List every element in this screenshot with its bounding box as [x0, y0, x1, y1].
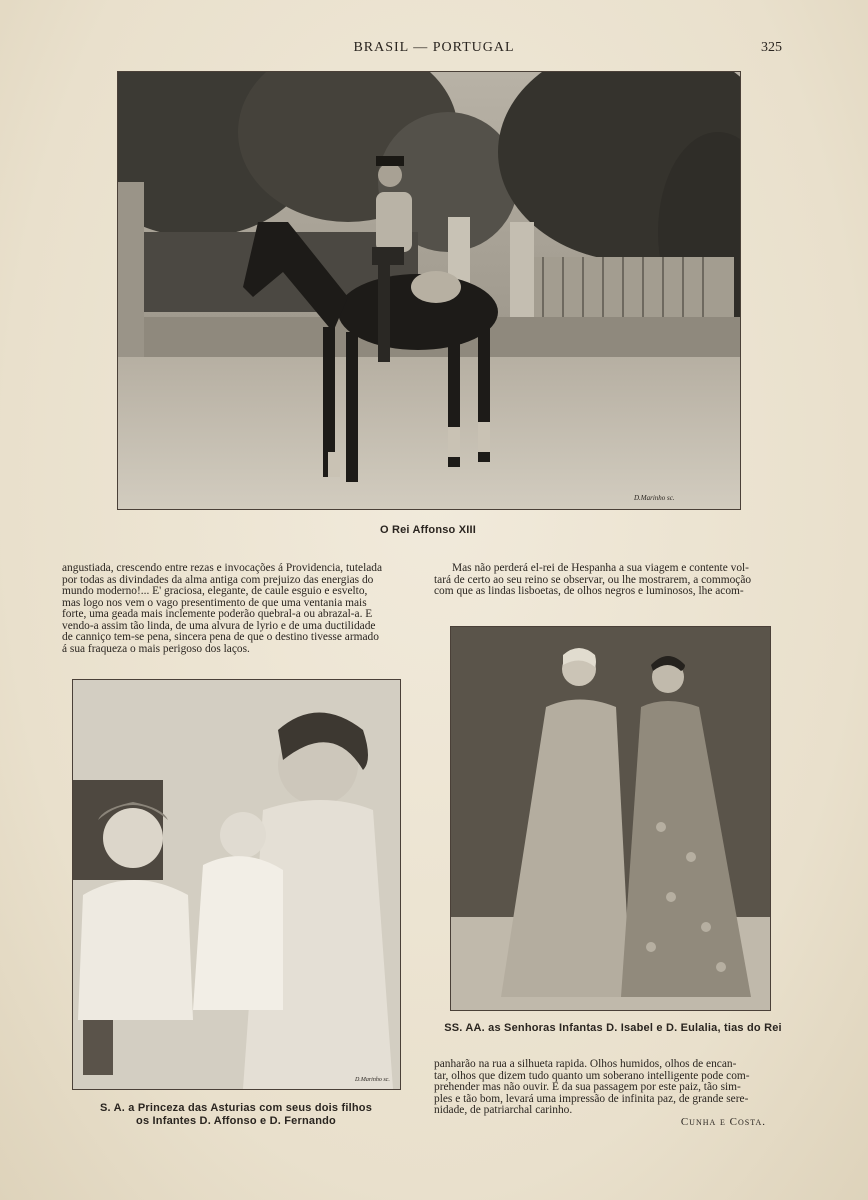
infantas-photo — [450, 626, 771, 1011]
princess-photo-illustration — [73, 680, 400, 1089]
princess-photo-engraver: D.Marinho sc. — [355, 1077, 390, 1083]
article-line: mas logo nos vem o vago presentimento de que uma ventania mais — [62, 596, 367, 609]
king-on-horse-photo — [117, 71, 741, 510]
article-line: á sua fraqueza o mais perigoso dos laços. — [62, 642, 250, 655]
article-line: nidade, de patriarchal carinho. — [434, 1104, 573, 1116]
article-line: ples e tão bom, levará uma impressão de infinita paz, de grande sere- — [434, 1092, 749, 1105]
article-right-column-bottom — [434, 1059, 786, 1117]
article-line: prehender mas não ouvir. E da sua passagem por este paiz, tão sim- — [434, 1081, 741, 1093]
article-left-column — [62, 563, 388, 655]
running-header: BRASIL — PORTUGAL — [353, 40, 515, 55]
article-right-column-top — [434, 563, 786, 598]
article-line: panharão na rua a silhueta rapida. Olhos humidos, olhos de encan- — [434, 1058, 737, 1070]
article-line: de canniço tem-se pena, sincera pena de que o destino tivesse armado — [62, 631, 379, 643]
article-line: angustiada, crescendo entre rezas e invocações á Providencia, tutelada — [62, 562, 383, 574]
infantas-photo-caption: SS. AA. as Senhoras Infantas D. Isabel e D. Eulalia, tias do Rei — [444, 1022, 782, 1034]
princess-asturias-photo — [72, 679, 401, 1090]
princess-caption-line1: S. A. a Princeza das Asturias com seus dois filhos — [99, 1102, 373, 1114]
article-line: Mas não perderá el-rei de Hespanha a sua viagem e contente vol- — [452, 562, 749, 574]
author-signature: Cunha e Costa. — [680, 1116, 766, 1128]
page-number: 325 — [761, 40, 782, 55]
infantas-photo-illustration — [451, 627, 770, 1010]
article-line: tará de certo ao seu reino se observar, ou lhe mostrarem, a commoção — [434, 573, 752, 586]
king-photo-engraver: D.Marinho sc. — [634, 494, 675, 502]
article-line: forte, uma geada mais inclemente poderão quebral-a ou abrazal-a. E — [62, 608, 373, 620]
princess-photo-caption — [62, 1102, 410, 1128]
article-line: tar, olhos que dizem tudo quanto um soberano intelligente pode com- — [434, 1069, 750, 1082]
article-line: mundo moderno!... E' graciosa, elegante, de caule esguio e esvelto, — [62, 585, 368, 597]
article-line: por todas as divindades da alma antiga com prejuizo das energias do — [62, 573, 374, 586]
king-photo-illustration — [118, 72, 740, 509]
article-line: vendo-a assim tão linda, de uma alvura de lyrio e de uma ductilidade — [62, 619, 376, 632]
princess-caption-line2: os Infantes D. Affonso e D. Fernando — [136, 1115, 336, 1127]
article-line: com que as lindas lisboetas, de olhos negros e luminosos, lhe acom- — [434, 585, 744, 597]
king-photo-caption: O Rei Affonso XIII — [379, 524, 477, 536]
